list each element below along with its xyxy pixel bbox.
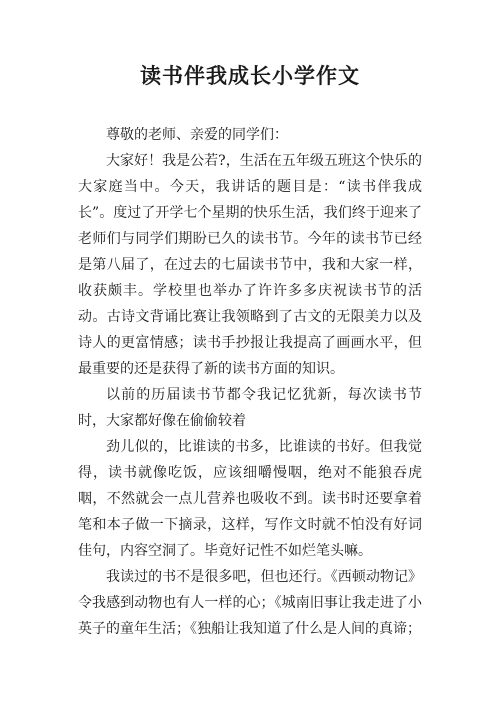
body-paragraph: 大家好！我是公若?，生活在五年级五班这个快乐的大家庭当中。今天，我讲话的题目是：“读书伴我成长”。度过了开学七个星期的快乐生活，我们终于迎来了老师们与同学们期盼已久的读书节。今年的读书节已经是第八届了，在过去的七届读书节中，我和大家一样，收获颇丰。学校里也举办了许许多多庆祝读书节的活动。古诗文背诵比赛让我领略到了古文的无限美力以及诗人的更富情感；读书手抄报让我提高了画画水平，但最重要的还是获得了新的读书方面的知识。 — [78, 153, 422, 377]
salutation-paragraph: 尊敬的老师、亲爱的同学们： — [106, 127, 288, 143]
body-paragraph: 以前的历届读书节都令我记忆犹新，每次读书节时，大家都好像在偷偷较着 — [78, 387, 422, 429]
body-paragraph: 我读过的书不是很多吧，但也还行。《西顿动物记》令我感到动物也有人一样的心；《城南旧事让我走进了小英子的童年生活；《独船让我知道了什么是人间的真谛； — [78, 569, 422, 637]
document-body — [78, 122, 422, 642]
document-title: 读书伴我成长小学作文 — [140, 63, 360, 88]
body-paragraph: 劲儿似的，比谁读的书多，比谁读的书好。但我觉得，读书就像吃饭，应该细嚼慢咽，绝对不能狼吞虎咽，不然就会一点儿营养也吸收不到。读书时还要拿着笔和本子做一下摘录，这样，写作文时就不怕没有好词佳句，内容空洞了。毕竟好记性不如烂笔头嘛。 — [78, 439, 422, 559]
